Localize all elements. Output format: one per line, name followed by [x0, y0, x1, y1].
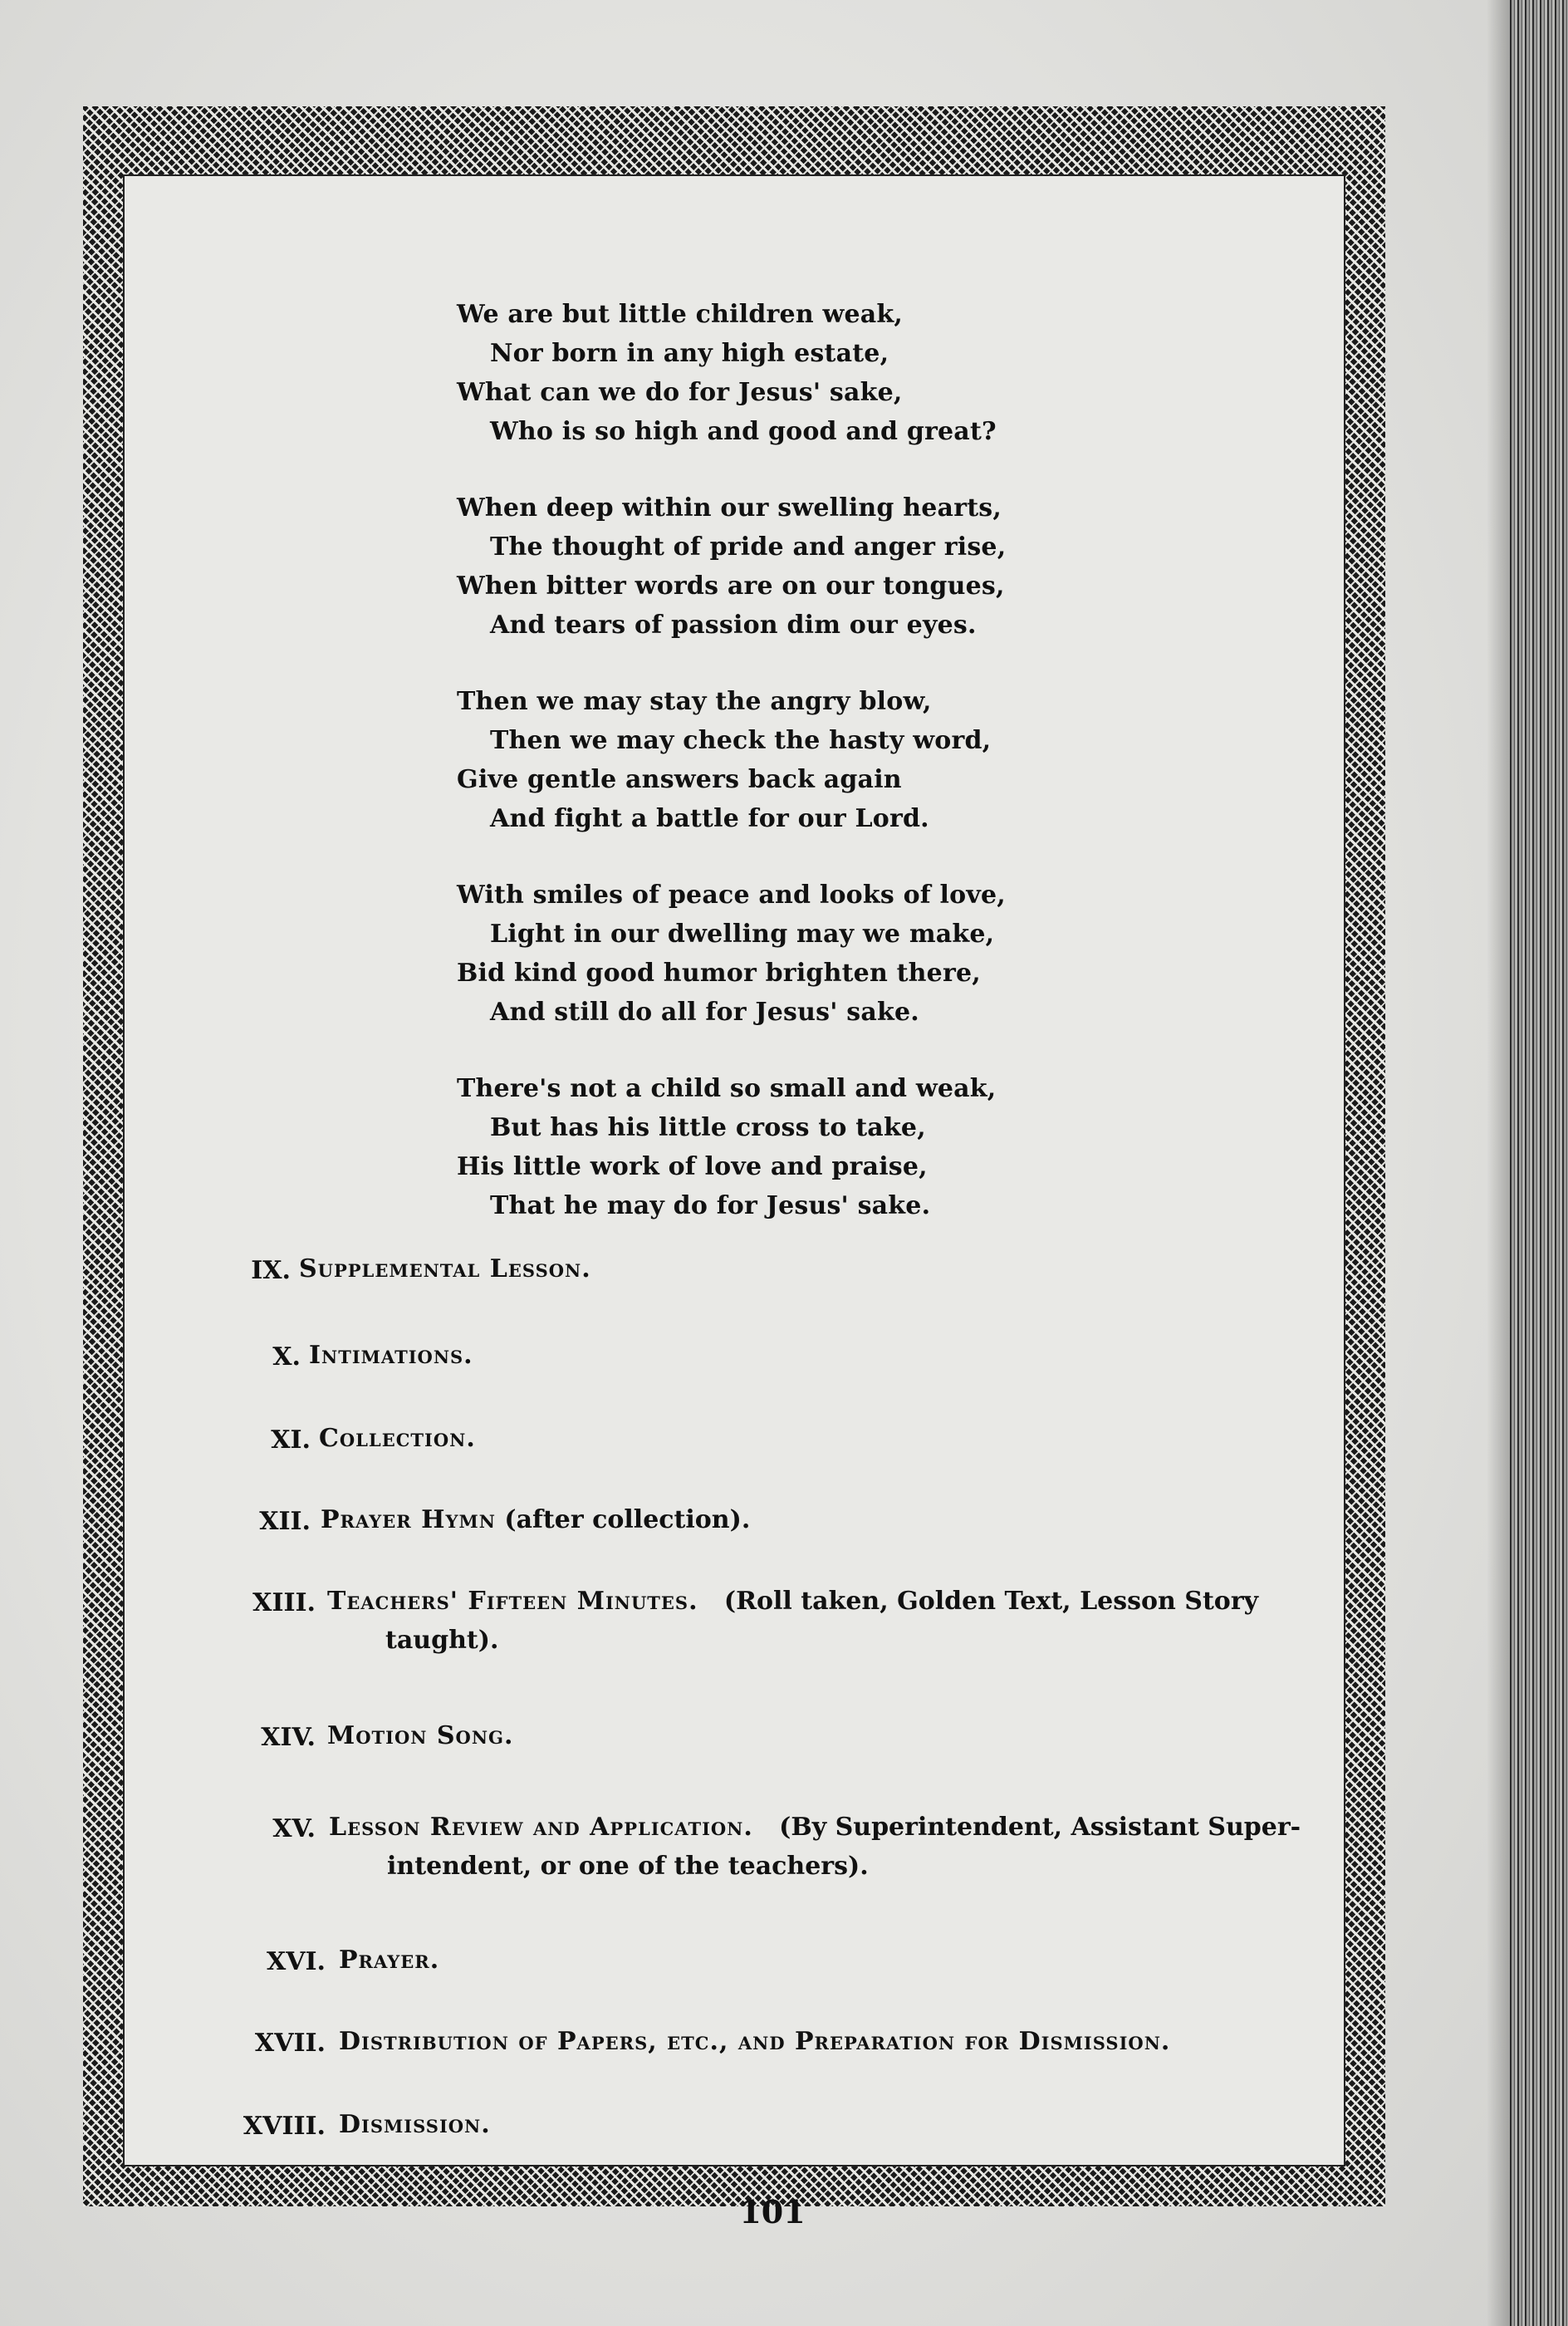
item-title: Prayer Hymn: [321, 1505, 496, 1534]
item-title: Intimations.: [309, 1341, 473, 1370]
poem-line: Then we may stay the angry blow,: [457, 687, 932, 716]
item-numeral: XIII.: [252, 1588, 316, 1617]
poem-line: When bitter words are on our tongues,: [457, 572, 1005, 601]
item-text: [309, 1336, 473, 1375]
item-note: (By Superintendent, Assistant Super-: [779, 1813, 1301, 1842]
poem-stanza-2: [457, 488, 1088, 645]
poem-line: What can we do for Jesus' sake,: [457, 378, 903, 407]
poem-line: But has his little cross to take,: [490, 1113, 926, 1142]
item-continuation: taught).: [385, 1626, 499, 1655]
item-numeral: XVIII.: [243, 2112, 326, 2141]
item-title: Distribution of Papers, etc., and Preparation for Dismission.: [339, 2027, 1171, 2056]
poem-line: That he may do for Jesus' sake.: [490, 1191, 931, 1220]
poem-line: There's not a child so small and weak,: [457, 1074, 997, 1103]
item-text: [339, 1941, 439, 1980]
item-text: [327, 1716, 513, 1755]
poem: [457, 295, 1088, 1263]
poem-line: And still do all for Jesus' sake.: [490, 998, 919, 1027]
item-text: [319, 1419, 476, 1458]
poem-line: Light in our dwelling may we make,: [490, 920, 995, 949]
item-numeral: XII.: [259, 1507, 311, 1536]
item-title: Teachers' Fifteen Minutes.: [327, 1587, 698, 1616]
poem-line: Bid kind good humor brighten there,: [457, 959, 981, 988]
item-title: Lesson Review and Application.: [329, 1813, 753, 1842]
item-text: [339, 2105, 491, 2144]
item-numeral: X.: [272, 1342, 301, 1372]
book-page-edges: [1510, 0, 1568, 2326]
item-title: Motion Song.: [327, 1721, 514, 1750]
page-number: 101: [739, 2193, 806, 2230]
poem-stanza-5: [457, 1069, 1088, 1225]
item-text: [327, 1582, 1316, 1660]
item-numeral: XIV.: [261, 1723, 316, 1752]
poem-stanza-3: [457, 682, 1088, 838]
item-numeral: XVII.: [254, 2029, 326, 2058]
gutter-shadow: [1487, 0, 1512, 2326]
item-continuation: intendent, or one of the teachers).: [387, 1852, 869, 1881]
item-text: [329, 1808, 1334, 1886]
poem-line: Then we may check the hasty word,: [490, 726, 992, 755]
item-title: Collection.: [319, 1424, 476, 1453]
poem-line: Who is so high and good and great?: [490, 417, 997, 446]
poem-line: His little work of love and praise,: [457, 1152, 928, 1181]
item-numeral: XV.: [272, 1814, 316, 1843]
ornamental-border: [83, 106, 1385, 2206]
item-numeral: XI.: [271, 1426, 311, 1455]
poem-line: We are but little children weak,: [457, 300, 904, 329]
poem-line: Give gentle answers back again: [457, 765, 902, 794]
item-numeral: IX.: [251, 1256, 291, 1285]
poem-line: And fight a battle for our Lord.: [490, 804, 929, 833]
item-title: Supplemental Lesson.: [299, 1254, 591, 1283]
poem-line: With smiles of peace and looks of love,: [457, 881, 1006, 910]
item-numeral: XVI.: [266, 1947, 326, 1976]
poem-stanza-4: [457, 876, 1088, 1032]
item-title: Prayer.: [339, 1946, 440, 1975]
poem-line: The thought of pride and anger rise,: [490, 532, 1007, 562]
item-note: (after collection).: [504, 1505, 751, 1534]
item-text: [339, 2022, 1170, 2061]
item-text: [299, 1249, 591, 1288]
poem-line: Nor born in any high estate,: [490, 339, 889, 368]
item-title: Dismission.: [339, 2110, 491, 2139]
item-note: (Roll taken, Golden Text, Lesson Story: [723, 1587, 1259, 1616]
poem-line: When deep within our swelling hearts,: [457, 493, 1002, 523]
page-content-area: [123, 174, 1345, 2167]
poem-line: And tears of passion dim our eyes.: [490, 611, 977, 640]
poem-stanza-1: [457, 295, 1088, 451]
item-text: [321, 1500, 750, 1539]
